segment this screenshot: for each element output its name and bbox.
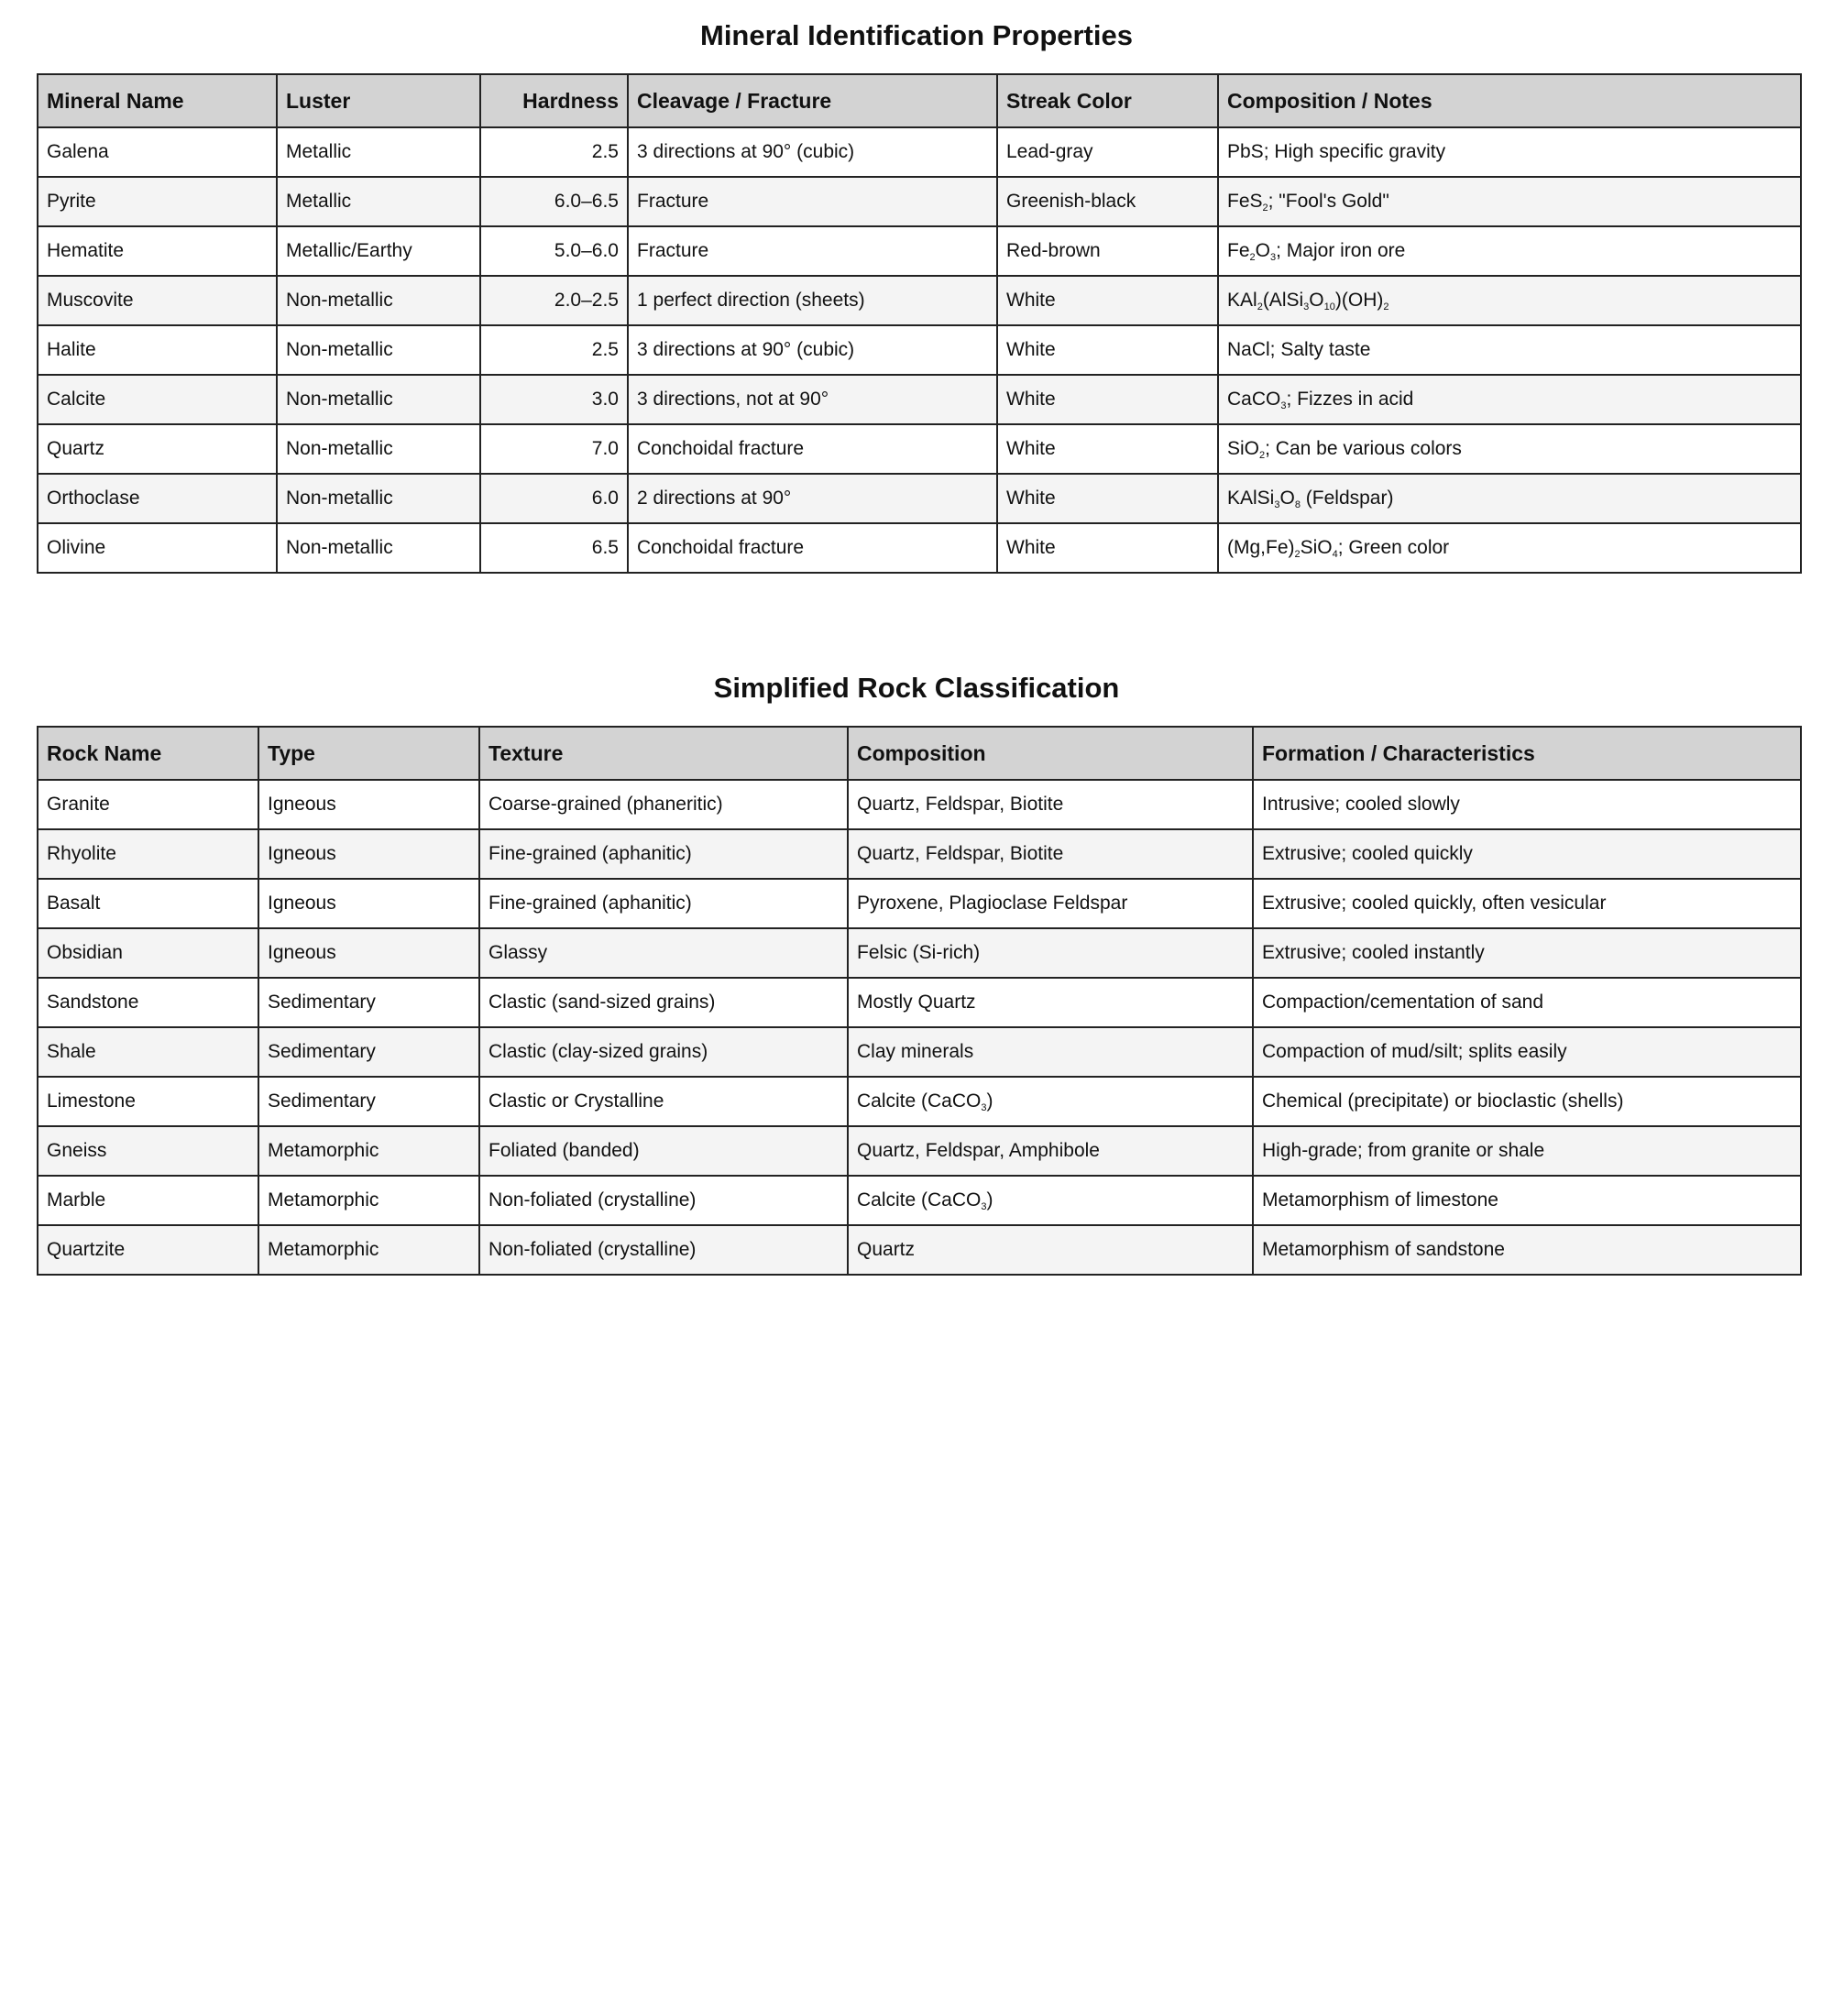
- composition-cell: [848, 1225, 1253, 1275]
- formation-cell: Compaction of mud/silt; splits easily: [1253, 1027, 1801, 1077]
- hardness-cell: 3.0: [480, 375, 628, 424]
- column-header-composition: Composition / Notes: [1218, 74, 1801, 127]
- text-run: Calcite (CaCO: [857, 1090, 982, 1112]
- subscript: 4: [1332, 549, 1338, 560]
- table-row: [38, 1126, 1801, 1176]
- luster-cell: Non-metallic: [277, 474, 480, 523]
- rock-name-cell: Obsidian: [38, 928, 258, 978]
- hardness-cell: 6.0–6.5: [480, 177, 628, 226]
- luster-cell: Metallic: [277, 177, 480, 226]
- text-run: ; Can be various colors: [1265, 438, 1462, 459]
- mineral-name-cell: Hematite: [38, 226, 277, 276]
- formation-cell: Metamorphism of sandstone: [1253, 1225, 1801, 1275]
- rock-name-cell: Quartzite: [38, 1225, 258, 1275]
- table-row: [38, 1225, 1801, 1275]
- composition-cell: [1218, 424, 1801, 474]
- hardness-cell: 5.0–6.0: [480, 226, 628, 276]
- mineral-name-cell: Quartz: [38, 424, 277, 474]
- subscript: 3: [981, 1201, 987, 1212]
- subscript: 2: [1262, 203, 1268, 214]
- composition-cell: [848, 780, 1253, 829]
- text-run: SiO: [1227, 438, 1260, 459]
- text-run: Clay minerals: [857, 1041, 974, 1062]
- luster-cell: Non-metallic: [277, 276, 480, 325]
- text-run: Fe: [1227, 240, 1250, 261]
- rock-type-cell: Igneous: [258, 829, 479, 879]
- text-run: ; Major iron ore: [1276, 240, 1406, 261]
- luster-cell: Metallic/Earthy: [277, 226, 480, 276]
- rock-type-cell: Sedimentary: [258, 1077, 479, 1126]
- cleavage-cell: 3 directions, not at 90°: [628, 375, 997, 424]
- cleavage-cell: Fracture: [628, 177, 997, 226]
- composition-cell: [1218, 325, 1801, 375]
- text-run: ; "Fool's Gold": [1268, 191, 1389, 212]
- mineral-properties-table: [37, 73, 1802, 574]
- hardness-cell: 2.0–2.5: [480, 276, 628, 325]
- formation-cell: Metamorphism of limestone: [1253, 1176, 1801, 1225]
- streak-cell: White: [997, 424, 1218, 474]
- subscript: 3: [1303, 301, 1310, 312]
- table-row: [38, 177, 1801, 226]
- mineral-name-cell: Muscovite: [38, 276, 277, 325]
- hardness-cell: 6.0: [480, 474, 628, 523]
- rock-name-cell: Granite: [38, 780, 258, 829]
- table-header-row: [38, 727, 1801, 780]
- rock-name-cell: Shale: [38, 1027, 258, 1077]
- luster-cell: Metallic: [277, 127, 480, 177]
- texture-cell: Fine-grained (aphanitic): [479, 829, 848, 879]
- composition-cell: [1218, 177, 1801, 226]
- column-header-mineral-name: Mineral Name: [38, 74, 277, 127]
- rock-table-title: Simplified Rock Classification: [713, 672, 1120, 704]
- rock-name-cell: Basalt: [38, 879, 258, 928]
- formation-cell: Extrusive; cooled quickly, often vesicular: [1253, 879, 1801, 928]
- streak-cell: Red-brown: [997, 226, 1218, 276]
- subscript: 2: [1294, 549, 1301, 560]
- subscript: 3: [1274, 499, 1280, 510]
- rock-name-cell: Sandstone: [38, 978, 258, 1027]
- mineral-name-cell: Pyrite: [38, 177, 277, 226]
- text-run: Quartz: [857, 1239, 916, 1260]
- column-header-composition: Composition: [848, 727, 1253, 780]
- composition-cell: [848, 1027, 1253, 1077]
- composition-cell: [848, 978, 1253, 1027]
- formation-cell: High-grade; from granite or shale: [1253, 1126, 1801, 1176]
- rock-type-cell: Metamorphic: [258, 1176, 479, 1225]
- text-run: ; Fizzes in acid: [1286, 389, 1414, 410]
- rock-type-cell: Sedimentary: [258, 1027, 479, 1077]
- table-row: [38, 829, 1801, 879]
- table-row: [38, 523, 1801, 573]
- table-row: [38, 879, 1801, 928]
- rock-type-cell: Igneous: [258, 928, 479, 978]
- rock-type-cell: Metamorphic: [258, 1126, 479, 1176]
- table-row: [38, 1027, 1801, 1077]
- cleavage-cell: 1 perfect direction (sheets): [628, 276, 997, 325]
- table-header-row: [38, 74, 1801, 127]
- mineral-name-cell: Calcite: [38, 375, 277, 424]
- texture-cell: Clastic (sand-sized grains): [479, 978, 848, 1027]
- subscript: 2: [1257, 301, 1263, 312]
- text-run: PbS; High specific gravity: [1227, 141, 1446, 162]
- luster-cell: Non-metallic: [277, 325, 480, 375]
- text-run: Mostly Quartz: [857, 992, 976, 1013]
- table-row: [38, 226, 1801, 276]
- subscript: 3: [1280, 400, 1287, 411]
- text-run: ): [986, 1189, 993, 1211]
- streak-cell: Greenish-black: [997, 177, 1218, 226]
- text-run: CaCO: [1227, 389, 1281, 410]
- table-row: [38, 276, 1801, 325]
- table-row: [38, 928, 1801, 978]
- column-header-cleavage: Cleavage / Fracture: [628, 74, 997, 127]
- texture-cell: Foliated (banded): [479, 1126, 848, 1176]
- mineral-table-body: [38, 127, 1801, 573]
- formation-cell: Compaction/cementation of sand: [1253, 978, 1801, 1027]
- column-header-type: Type: [258, 727, 479, 780]
- table-row: [38, 1176, 1801, 1225]
- text-run: FeS: [1227, 191, 1263, 212]
- rock-table-body: [38, 780, 1801, 1275]
- composition-cell: [848, 1126, 1253, 1176]
- text-run: ; Green color: [1337, 537, 1450, 558]
- mineral-name-cell: Orthoclase: [38, 474, 277, 523]
- cleavage-cell: Fracture: [628, 226, 997, 276]
- text-run: Felsic (Si-rich): [857, 942, 981, 963]
- texture-cell: Glassy: [479, 928, 848, 978]
- text-run: (Mg,Fe): [1227, 537, 1295, 558]
- column-header-texture: Texture: [479, 727, 848, 780]
- rock-name-cell: Gneiss: [38, 1126, 258, 1176]
- texture-cell: Non-foliated (crystalline): [479, 1176, 848, 1225]
- streak-cell: White: [997, 523, 1218, 573]
- text-run: Quartz, Feldspar, Biotite: [857, 843, 1064, 864]
- cleavage-cell: Conchoidal fracture: [628, 424, 997, 474]
- table-row: [38, 325, 1801, 375]
- subscript: 2: [1249, 252, 1256, 263]
- formation-cell: Intrusive; cooled slowly: [1253, 780, 1801, 829]
- text-run: O: [1309, 290, 1324, 311]
- composition-cell: [1218, 276, 1801, 325]
- rock-name-cell: Limestone: [38, 1077, 258, 1126]
- composition-cell: [1218, 127, 1801, 177]
- column-header-formation: Formation / Characteristics: [1253, 727, 1801, 780]
- composition-cell: [1218, 375, 1801, 424]
- table-row: [38, 474, 1801, 523]
- subscript: 3: [981, 1102, 987, 1113]
- text-run: )(OH): [1334, 290, 1384, 311]
- table-row: [38, 1077, 1801, 1126]
- subscript: 10: [1323, 301, 1335, 312]
- composition-cell: [1218, 226, 1801, 276]
- hardness-cell: 2.5: [480, 325, 628, 375]
- mineral-name-cell: Olivine: [38, 523, 277, 573]
- mineral-name-cell: Halite: [38, 325, 277, 375]
- texture-cell: Non-foliated (crystalline): [479, 1225, 848, 1275]
- text-run: Calcite (CaCO: [857, 1189, 982, 1211]
- text-run: O: [1279, 488, 1295, 509]
- mineral-name-cell: Galena: [38, 127, 277, 177]
- cleavage-cell: Conchoidal fracture: [628, 523, 997, 573]
- texture-cell: Clastic (clay-sized grains): [479, 1027, 848, 1077]
- rock-type-cell: Metamorphic: [258, 1225, 479, 1275]
- texture-cell: Coarse-grained (phaneritic): [479, 780, 848, 829]
- text-run: Pyroxene, Plagioclase Feldspar: [857, 893, 1128, 914]
- rock-type-cell: Igneous: [258, 879, 479, 928]
- text-run: ): [986, 1090, 993, 1112]
- column-header-streak: Streak Color: [997, 74, 1218, 127]
- streak-cell: White: [997, 375, 1218, 424]
- composition-cell: [848, 1176, 1253, 1225]
- column-header-luster: Luster: [277, 74, 480, 127]
- subscript: 8: [1294, 499, 1301, 510]
- text-run: (AlSi: [1262, 290, 1304, 311]
- composition-cell: [1218, 474, 1801, 523]
- luster-cell: Non-metallic: [277, 375, 480, 424]
- text-run: O: [1255, 240, 1270, 261]
- hardness-cell: 6.5: [480, 523, 628, 573]
- subscript: 2: [1383, 301, 1389, 312]
- table-row: [38, 127, 1801, 177]
- text-run: SiO: [1300, 537, 1333, 558]
- column-header-rock-name: Rock Name: [38, 727, 258, 780]
- streak-cell: White: [997, 325, 1218, 375]
- table-row: [38, 424, 1801, 474]
- composition-cell: [848, 928, 1253, 978]
- hardness-cell: 2.5: [480, 127, 628, 177]
- text-run: KAl: [1227, 290, 1257, 311]
- streak-cell: White: [997, 276, 1218, 325]
- streak-cell: Lead-gray: [997, 127, 1218, 177]
- formation-cell: Extrusive; cooled instantly: [1253, 928, 1801, 978]
- rock-type-cell: Igneous: [258, 780, 479, 829]
- table-row: [38, 780, 1801, 829]
- subscript: 3: [1269, 252, 1277, 263]
- luster-cell: Non-metallic: [277, 523, 480, 573]
- composition-cell: [1218, 523, 1801, 573]
- rock-name-cell: Marble: [38, 1176, 258, 1225]
- text-run: NaCl; Salty taste: [1227, 339, 1371, 360]
- composition-cell: [848, 1077, 1253, 1126]
- formation-cell: Extrusive; cooled quickly: [1253, 829, 1801, 879]
- text-run: Quartz, Feldspar, Amphibole: [857, 1140, 1100, 1161]
- rock-type-cell: Sedimentary: [258, 978, 479, 1027]
- luster-cell: Non-metallic: [277, 424, 480, 474]
- column-header-hardness: Hardness: [480, 74, 628, 127]
- streak-cell: White: [997, 474, 1218, 523]
- table-row: [38, 375, 1801, 424]
- text-run: Quartz, Feldspar, Biotite: [857, 794, 1064, 815]
- texture-cell: Clastic or Crystalline: [479, 1077, 848, 1126]
- texture-cell: Fine-grained (aphanitic): [479, 879, 848, 928]
- cleavage-cell: 3 directions at 90° (cubic): [628, 127, 997, 177]
- text-run: (Feldspar): [1300, 488, 1394, 509]
- text-run: KAlSi: [1227, 488, 1275, 509]
- table-row: [38, 978, 1801, 1027]
- composition-cell: [848, 879, 1253, 928]
- cleavage-cell: 2 directions at 90°: [628, 474, 997, 523]
- rock-name-cell: Rhyolite: [38, 829, 258, 879]
- composition-cell: [848, 829, 1253, 879]
- hardness-cell: 7.0: [480, 424, 628, 474]
- mineral-table-title: Mineral Identification Properties: [700, 19, 1133, 51]
- formation-cell: Chemical (precipitate) or bioclastic (shells): [1253, 1077, 1801, 1126]
- subscript: 2: [1259, 450, 1266, 461]
- rock-classification-table: [37, 726, 1802, 1276]
- cleavage-cell: 3 directions at 90° (cubic): [628, 325, 997, 375]
